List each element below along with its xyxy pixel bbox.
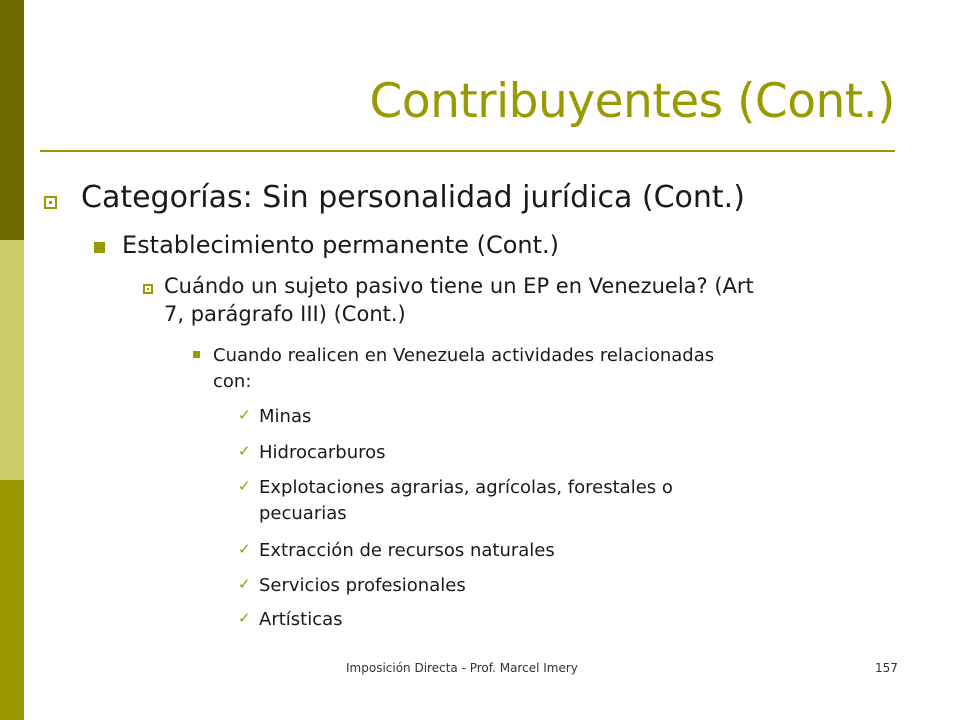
bullet-level2: Establecimiento permanente (Cont.) (122, 231, 560, 259)
checkmark-icon: ✓ (238, 442, 251, 460)
list-item-line2: pecuarias (259, 503, 347, 524)
side-band-top (0, 0, 24, 240)
list-item: Artísticas (259, 609, 343, 630)
list-item: Extracción de recursos naturales (259, 540, 555, 561)
bullet-level4 (213, 343, 714, 395)
list-item-line1: Explotaciones agrarias, agrícolas, forestales o (259, 477, 673, 498)
list-item: Servicios profesionales (259, 575, 466, 596)
page-number: 157 (875, 661, 898, 675)
checkmark-icon: ✓ (238, 477, 251, 495)
checkmark-icon: ✓ (238, 540, 251, 558)
footer-text: Imposición Directa - Prof. Marcel Imery (346, 661, 578, 675)
bullet-level4-line1: Cuando realicen en Venezuela actividades relacionadas (213, 345, 715, 366)
bullet-level4-line2: con: (213, 371, 252, 392)
bullet-level1: Categorías: Sin personalidad jurídica (Cont.) (81, 180, 745, 215)
side-band-middle (0, 240, 24, 480)
list-item: Hidrocarburos (259, 442, 386, 463)
bullet-level3-line2: 7, parágrafo III) (Cont.) (164, 302, 406, 326)
small-square-bullet-icon (193, 351, 200, 358)
checkmark-icon: ✓ (238, 406, 251, 424)
hollow-square-bullet-icon (143, 284, 153, 294)
bullet-level3 (164, 272, 754, 328)
bullet-level3-line1: Cuándo un sujeto pasivo tiene un EP en Venezuela? (Art (164, 274, 754, 298)
solid-square-bullet-icon (94, 242, 105, 253)
hollow-square-bullet-icon (44, 196, 57, 209)
slide-title: Contribuyentes (Cont.) (369, 74, 895, 129)
title-divider (40, 150, 895, 152)
checkmark-icon: ✓ (238, 609, 251, 627)
checkmark-icon: ✓ (238, 575, 251, 593)
list-item: Minas (259, 406, 312, 427)
side-band-bottom (0, 480, 24, 720)
list-item (259, 475, 673, 527)
